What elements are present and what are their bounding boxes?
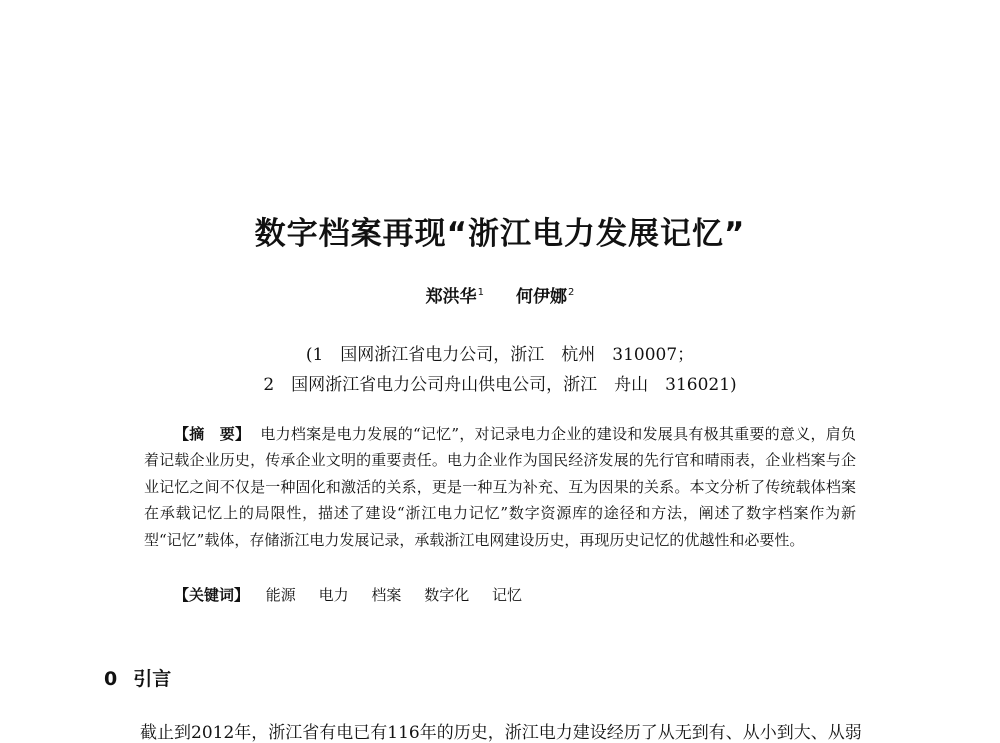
author-1-name: 郑洪华 bbox=[425, 287, 477, 307]
keyword: 数字化 bbox=[424, 586, 470, 604]
author-list bbox=[0, 282, 1000, 307]
section-heading bbox=[104, 664, 171, 691]
keyword: 电力 bbox=[318, 586, 349, 604]
keywords-label: 【关键词】 bbox=[174, 586, 250, 604]
paper-title: 数字档案再现“浙江电力发展记忆” bbox=[254, 216, 746, 252]
author-2-sup: 2 bbox=[567, 287, 575, 298]
section-number: 0 bbox=[104, 668, 118, 690]
affiliation-1: (1 国网浙江省电力公司，浙江 杭州 310007； bbox=[305, 345, 695, 365]
author-1 bbox=[426, 282, 484, 307]
affiliation-2: 2 国网浙江省电力公司舟山供电公司，浙江 舟山 316021) bbox=[263, 375, 737, 395]
body-paragraph: 截止到2012年，浙江省有电已有116年的历史，浙江电力建设经历了从无到有、从小到大、从弱 bbox=[140, 723, 862, 743]
abstract bbox=[144, 421, 856, 553]
keyword: 档案 bbox=[371, 586, 402, 604]
keyword: 记忆 bbox=[491, 586, 522, 604]
keyword: 能源 bbox=[265, 586, 296, 604]
author-2-name: 何伊娜 bbox=[515, 287, 567, 307]
abstract-text: 电力档案是电力发展的“记忆”，对记录电力企业的建设和发展具有极其重要的意义，肩负着记载企业历史，传承企业文明的重要责任。电力企业作为国民经济发展的先行官和晴雨表，企业档案与企业记忆之间不仅是一种固化和激活的关系，更是一种互为补充、互为因果的关系。本文分析了传统载体档案在承载记忆上的局限性，描述了建设“浙江电力记忆”数字资源库的途径和方法，阐述了数字档案作为新型“记忆”载体，存储浙江电力发展记录，承载浙江电网建设历史，再现历史记忆的优越性和必要性。 bbox=[144, 425, 856, 549]
section-title: 引言 bbox=[133, 668, 172, 690]
author-1-sup: 1 bbox=[477, 287, 485, 298]
author-2 bbox=[516, 282, 574, 307]
keywords bbox=[174, 584, 540, 605]
abstract-label: 【摘 要】 bbox=[174, 425, 251, 443]
